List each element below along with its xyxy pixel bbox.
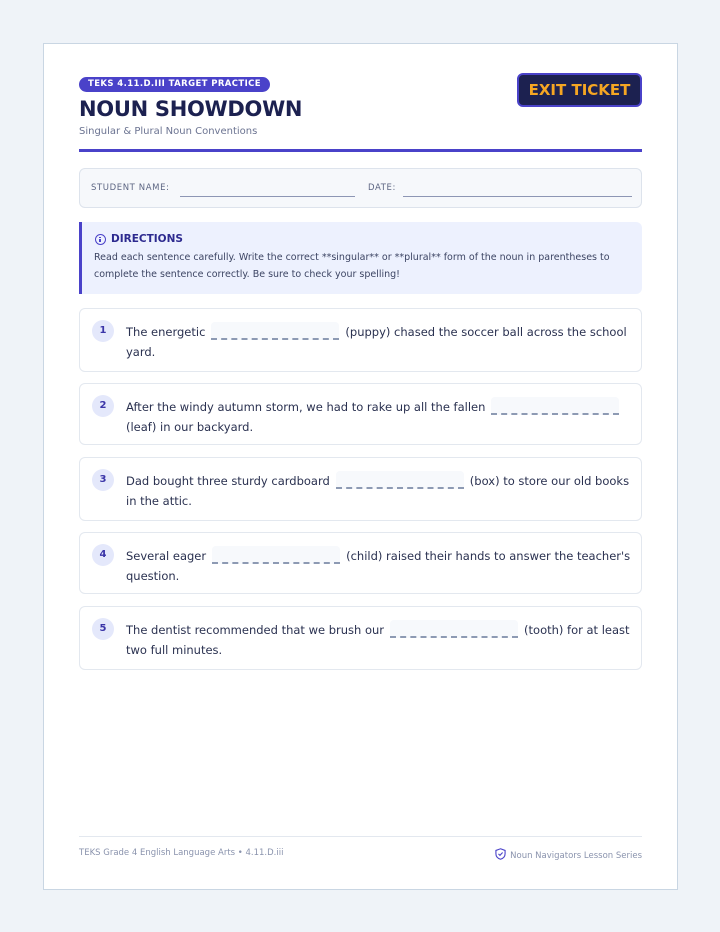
question-text-before: Dad bought three sturdy cardboard [126,474,330,488]
question-text-before: After the windy autumn storm, we had to rake up all the fallen [126,400,486,414]
question-card [79,383,642,445]
answer-blank[interactable] [390,620,518,638]
question-number: 3 [92,469,114,491]
worksheet-page [43,43,678,890]
page-subtitle: Singular & Plural Noun Conventions [79,126,258,137]
question-text-after: (box) to store our old books in the attic. [126,474,630,508]
question-text-before: The energetic [126,325,206,339]
question-text-before: The dentist recommended that we brush our [126,623,385,637]
question-text-after: (leaf) in our backyard. [126,420,254,434]
question-text-after: (tooth) for at least two full minutes. [126,623,630,657]
worksheet-content [79,44,642,889]
date-field[interactable] [403,196,632,197]
question-text-before: Several eager [126,549,207,563]
exit-ticket-label: EXIT TICKET [517,73,642,107]
footer-divider [79,836,642,837]
directions-box [79,222,642,294]
shield-icon [495,848,506,860]
answer-blank[interactable] [336,471,464,489]
answer-blank[interactable] [491,397,619,415]
question-text-after: (puppy) chased the soccer ball across the school yard. [126,325,627,359]
question-card [79,308,642,372]
answer-blank[interactable] [211,322,339,340]
info-icon [95,234,106,245]
question-number: 1 [92,320,114,342]
header-divider [79,149,642,152]
question-text [126,322,631,362]
question-card [79,532,642,594]
footer-series-label: Noun Navigators Lesson Series [510,851,642,861]
question-text-after: (child) raised their hands to answer the teacher's question. [126,549,631,583]
question-card [79,457,642,521]
question-card [79,606,642,670]
student-info-box [79,168,642,208]
footer-series [495,848,642,861]
question-text [126,620,631,660]
question-text [126,397,631,437]
question-text [126,471,631,511]
answer-blank[interactable] [212,546,340,564]
page-title: NOUN SHOWDOWN [79,97,303,121]
date-label: DATE: [368,183,396,193]
standard-badge: TEKS 4.11.D.III TARGET PRACTICE [79,77,270,92]
question-text [126,546,631,586]
student-name-label: STUDENT NAME: [91,183,170,193]
question-number: 2 [92,395,114,417]
student-name-field[interactable] [180,196,355,197]
directions-title: DIRECTIONS [111,233,183,245]
footer-standard-text: TEKS Grade 4 English Language Arts • 4.11.D.iii [79,848,284,858]
question-number: 4 [92,544,114,566]
question-number: 5 [92,618,114,640]
directions-text: Read each sentence carefully. Write the correct **singular** or **plural** form of the noun in parentheses to complete the sentence correctly. Be sure to check your spelling! [94,252,610,280]
